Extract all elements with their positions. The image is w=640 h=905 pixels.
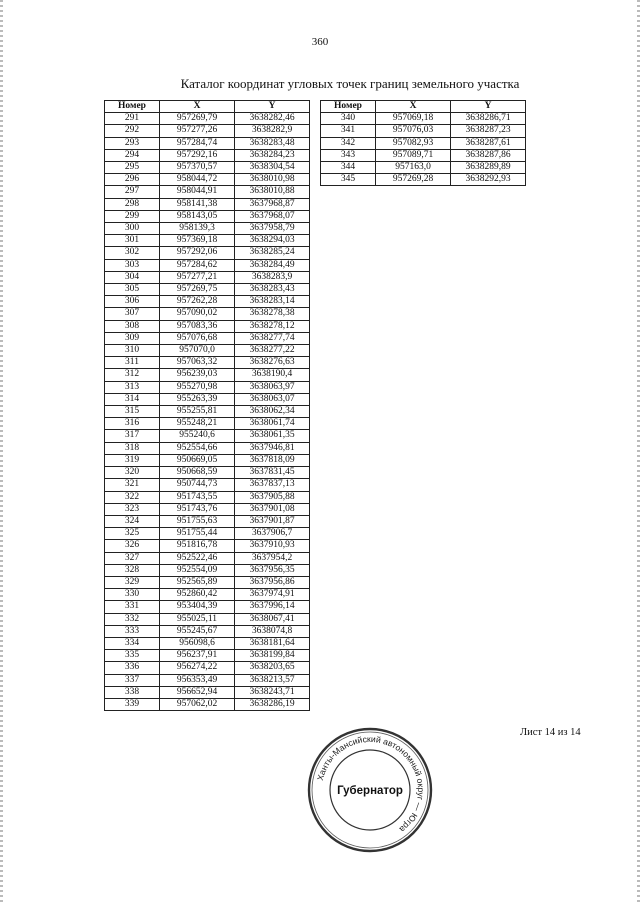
cell-number: 332 bbox=[105, 613, 160, 625]
table-row bbox=[105, 540, 310, 552]
cell-x: 957277,21 bbox=[160, 271, 235, 283]
table-row bbox=[105, 491, 310, 503]
cell-number: 308 bbox=[105, 320, 160, 332]
cell-y: 3638277,74 bbox=[235, 332, 310, 344]
cell-number: 320 bbox=[105, 467, 160, 479]
cell-number: 317 bbox=[105, 430, 160, 442]
table-row bbox=[105, 528, 310, 540]
cell-number: 293 bbox=[105, 137, 160, 149]
cell-y: 3638294,03 bbox=[235, 235, 310, 247]
table-row bbox=[105, 564, 310, 576]
cell-y: 3638285,24 bbox=[235, 247, 310, 259]
table-row bbox=[105, 149, 310, 161]
cell-x: 955263,39 bbox=[160, 393, 235, 405]
cell-y: 3638282,9 bbox=[235, 125, 310, 137]
header-y: Y bbox=[451, 101, 526, 113]
cell-number: 299 bbox=[105, 210, 160, 222]
document-title: Каталог координат угловых точек границ земельного участка bbox=[180, 76, 520, 91]
cell-number: 313 bbox=[105, 381, 160, 393]
cell-x: 952554,09 bbox=[160, 564, 235, 576]
table-row bbox=[105, 308, 310, 320]
cell-x: 957262,28 bbox=[160, 296, 235, 308]
table-row bbox=[105, 320, 310, 332]
cell-y: 3638304,54 bbox=[235, 162, 310, 174]
cell-number: 330 bbox=[105, 589, 160, 601]
table-row bbox=[105, 210, 310, 222]
cell-x: 958044,72 bbox=[160, 174, 235, 186]
cell-x: 955025,11 bbox=[160, 613, 235, 625]
cell-number: 333 bbox=[105, 625, 160, 637]
table-row bbox=[105, 698, 310, 710]
table-row bbox=[105, 503, 310, 515]
table-row bbox=[105, 515, 310, 527]
table-row bbox=[105, 296, 310, 308]
cell-y: 3638213,57 bbox=[235, 674, 310, 686]
table-row bbox=[105, 125, 310, 137]
table-row bbox=[105, 442, 310, 454]
cell-x: 951755,63 bbox=[160, 515, 235, 527]
cell-number: 331 bbox=[105, 601, 160, 613]
cell-y: 3637956,35 bbox=[235, 564, 310, 576]
cell-number: 316 bbox=[105, 418, 160, 430]
cell-x: 957089,71 bbox=[376, 149, 451, 161]
cell-x: 957083,36 bbox=[160, 320, 235, 332]
cell-y: 3638286,19 bbox=[235, 698, 310, 710]
cell-x: 957063,32 bbox=[160, 357, 235, 369]
cell-number: 343 bbox=[321, 149, 376, 161]
table-row bbox=[105, 235, 310, 247]
table-row bbox=[105, 259, 310, 271]
cell-y: 3638190,4 bbox=[235, 369, 310, 381]
table-row bbox=[321, 125, 526, 137]
table-row bbox=[105, 589, 310, 601]
cell-x: 957076,03 bbox=[376, 125, 451, 137]
table-row bbox=[321, 113, 526, 125]
table-row bbox=[105, 357, 310, 369]
cell-x: 952554,66 bbox=[160, 442, 235, 454]
cell-number: 306 bbox=[105, 296, 160, 308]
cell-y: 3638276,63 bbox=[235, 357, 310, 369]
cell-x: 953404,39 bbox=[160, 601, 235, 613]
cell-x: 952860,42 bbox=[160, 589, 235, 601]
cell-y: 3637974,91 bbox=[235, 589, 310, 601]
cell-x: 958044,91 bbox=[160, 186, 235, 198]
cell-x: 957292,16 bbox=[160, 149, 235, 161]
cell-x: 951816,78 bbox=[160, 540, 235, 552]
cell-y: 3638061,74 bbox=[235, 418, 310, 430]
cell-number: 345 bbox=[321, 174, 376, 186]
cell-number: 340 bbox=[321, 113, 376, 125]
cell-y: 3637958,79 bbox=[235, 223, 310, 235]
table-row bbox=[105, 454, 310, 466]
cell-x: 955245,67 bbox=[160, 625, 235, 637]
cell-number: 309 bbox=[105, 332, 160, 344]
cell-x: 957284,62 bbox=[160, 259, 235, 271]
cell-x: 950668,59 bbox=[160, 467, 235, 479]
seal-center-text: Губернатор bbox=[337, 785, 403, 797]
cell-y: 3638278,12 bbox=[235, 320, 310, 332]
cell-number: 344 bbox=[321, 162, 376, 174]
cell-y: 3638283,43 bbox=[235, 284, 310, 296]
cell-number: 304 bbox=[105, 271, 160, 283]
coordinates-table-left bbox=[104, 100, 310, 711]
cell-x: 957070,0 bbox=[160, 345, 235, 357]
table-row bbox=[105, 284, 310, 296]
table-row bbox=[105, 162, 310, 174]
cell-x: 957269,28 bbox=[376, 174, 451, 186]
cell-x: 956239,03 bbox=[160, 369, 235, 381]
table-row bbox=[105, 467, 310, 479]
cell-number: 294 bbox=[105, 149, 160, 161]
cell-y: 3638074,8 bbox=[235, 625, 310, 637]
cell-number: 291 bbox=[105, 113, 160, 125]
cell-x: 957090,02 bbox=[160, 308, 235, 320]
cell-y: 3638010,88 bbox=[235, 186, 310, 198]
cell-y: 3637905,88 bbox=[235, 491, 310, 503]
cell-x: 957082,93 bbox=[376, 137, 451, 149]
cell-number: 339 bbox=[105, 698, 160, 710]
cell-x: 957269,79 bbox=[160, 113, 235, 125]
cell-x: 955255,81 bbox=[160, 406, 235, 418]
cell-x: 956652,94 bbox=[160, 686, 235, 698]
cell-x: 951743,55 bbox=[160, 491, 235, 503]
cell-number: 322 bbox=[105, 491, 160, 503]
cell-y: 3638283,48 bbox=[235, 137, 310, 149]
cell-number: 300 bbox=[105, 223, 160, 235]
cell-number: 298 bbox=[105, 198, 160, 210]
table-row bbox=[105, 247, 310, 259]
cell-number: 323 bbox=[105, 503, 160, 515]
cell-y: 3638286,71 bbox=[451, 113, 526, 125]
cell-x: 952522,46 bbox=[160, 552, 235, 564]
cell-y: 3638063,97 bbox=[235, 381, 310, 393]
cell-y: 3638010,98 bbox=[235, 174, 310, 186]
cell-x: 956098,6 bbox=[160, 637, 235, 649]
table-header-row bbox=[105, 101, 310, 113]
cell-x: 958139,3 bbox=[160, 223, 235, 235]
table-row bbox=[105, 345, 310, 357]
table-row bbox=[105, 198, 310, 210]
table-row bbox=[105, 113, 310, 125]
table-row bbox=[105, 613, 310, 625]
table-row bbox=[105, 686, 310, 698]
cell-y: 3637996,14 bbox=[235, 601, 310, 613]
table-row bbox=[321, 174, 526, 186]
page-number: 360 bbox=[311, 36, 329, 48]
cell-y: 3638292,93 bbox=[451, 174, 526, 186]
cell-number: 319 bbox=[105, 454, 160, 466]
cell-x: 957163,0 bbox=[376, 162, 451, 174]
table-row bbox=[105, 418, 310, 430]
cell-number: 328 bbox=[105, 564, 160, 576]
cell-number: 324 bbox=[105, 515, 160, 527]
cell-y: 3637831,45 bbox=[235, 467, 310, 479]
header-number: Номер bbox=[321, 101, 376, 113]
cell-y: 3638278,38 bbox=[235, 308, 310, 320]
cell-number: 296 bbox=[105, 174, 160, 186]
table-row bbox=[105, 662, 310, 674]
governor-seal bbox=[306, 726, 434, 854]
cell-x: 955270,98 bbox=[160, 381, 235, 393]
cell-y: 3638284,23 bbox=[235, 149, 310, 161]
cell-x: 950669,05 bbox=[160, 454, 235, 466]
cell-y: 3638287,23 bbox=[451, 125, 526, 137]
cell-x: 955248,21 bbox=[160, 418, 235, 430]
cell-y: 3637818,09 bbox=[235, 454, 310, 466]
seal-ring-text: Ханты-Мансийский автономный округ — Югра bbox=[315, 733, 427, 835]
cell-x: 957369,18 bbox=[160, 235, 235, 247]
cell-number: 310 bbox=[105, 345, 160, 357]
table-row bbox=[321, 162, 526, 174]
cell-y: 3638061,35 bbox=[235, 430, 310, 442]
cell-number: 305 bbox=[105, 284, 160, 296]
cell-number: 312 bbox=[105, 369, 160, 381]
cell-y: 3638282,46 bbox=[235, 113, 310, 125]
cell-x: 958141,38 bbox=[160, 198, 235, 210]
table-row bbox=[105, 174, 310, 186]
header-y: Y bbox=[235, 101, 310, 113]
cell-y: 3638062,34 bbox=[235, 406, 310, 418]
table-row bbox=[105, 430, 310, 442]
cell-x: 957069,18 bbox=[376, 113, 451, 125]
cell-y: 3638287,86 bbox=[451, 149, 526, 161]
cell-number: 302 bbox=[105, 247, 160, 259]
cell-y: 3638289,89 bbox=[451, 162, 526, 174]
table-row bbox=[105, 479, 310, 491]
cell-x: 957076,68 bbox=[160, 332, 235, 344]
cell-number: 292 bbox=[105, 125, 160, 137]
table-row bbox=[105, 650, 310, 662]
scan-edge-left bbox=[0, 0, 3, 905]
cell-number: 297 bbox=[105, 186, 160, 198]
cell-y: 3638283,14 bbox=[235, 296, 310, 308]
table-row bbox=[321, 137, 526, 149]
sheet-label: Лист 14 из 14 bbox=[520, 727, 581, 738]
cell-x: 952565,89 bbox=[160, 576, 235, 588]
cell-number: 295 bbox=[105, 162, 160, 174]
cell-x: 957292,06 bbox=[160, 247, 235, 259]
cell-x: 957370,57 bbox=[160, 162, 235, 174]
cell-number: 337 bbox=[105, 674, 160, 686]
table-row bbox=[105, 576, 310, 588]
cell-x: 957269,75 bbox=[160, 284, 235, 296]
cell-y: 3638063,07 bbox=[235, 393, 310, 405]
cell-y: 3637956,86 bbox=[235, 576, 310, 588]
cell-x: 956237,91 bbox=[160, 650, 235, 662]
table-row bbox=[105, 332, 310, 344]
cell-y: 3637837,13 bbox=[235, 479, 310, 491]
cell-y: 3637901,08 bbox=[235, 503, 310, 515]
cell-x: 951743,76 bbox=[160, 503, 235, 515]
table-row bbox=[105, 186, 310, 198]
table-row bbox=[105, 406, 310, 418]
cell-number: 326 bbox=[105, 540, 160, 552]
table-row bbox=[105, 393, 310, 405]
cell-number: 307 bbox=[105, 308, 160, 320]
cell-y: 3638181,64 bbox=[235, 637, 310, 649]
table-row bbox=[321, 149, 526, 161]
coordinates-table-right bbox=[320, 100, 526, 186]
cell-y: 3638283,9 bbox=[235, 271, 310, 283]
cell-number: 341 bbox=[321, 125, 376, 137]
table-row bbox=[105, 137, 310, 149]
cell-number: 342 bbox=[321, 137, 376, 149]
header-x: X bbox=[376, 101, 451, 113]
table-left-body bbox=[105, 113, 310, 711]
cell-y: 3637968,07 bbox=[235, 210, 310, 222]
cell-y: 3638203,65 bbox=[235, 662, 310, 674]
cell-y: 3638284,49 bbox=[235, 259, 310, 271]
cell-number: 325 bbox=[105, 528, 160, 540]
table-row bbox=[105, 223, 310, 235]
cell-number: 334 bbox=[105, 637, 160, 649]
cell-y: 3638199,84 bbox=[235, 650, 310, 662]
table-row bbox=[105, 625, 310, 637]
cell-number: 329 bbox=[105, 576, 160, 588]
cell-x: 957284,74 bbox=[160, 137, 235, 149]
cell-y: 3638287,61 bbox=[451, 137, 526, 149]
header-x: X bbox=[160, 101, 235, 113]
cell-y: 3638277,22 bbox=[235, 345, 310, 357]
cell-x: 955240,6 bbox=[160, 430, 235, 442]
cell-number: 314 bbox=[105, 393, 160, 405]
table-header-row bbox=[321, 101, 526, 113]
cell-x: 956353,49 bbox=[160, 674, 235, 686]
cell-x: 950744,73 bbox=[160, 479, 235, 491]
cell-number: 327 bbox=[105, 552, 160, 564]
table-row bbox=[105, 674, 310, 686]
cell-x: 956274,22 bbox=[160, 662, 235, 674]
cell-number: 336 bbox=[105, 662, 160, 674]
cell-number: 321 bbox=[105, 479, 160, 491]
cell-number: 311 bbox=[105, 357, 160, 369]
header-number: Номер bbox=[105, 101, 160, 113]
cell-x: 957277,26 bbox=[160, 125, 235, 137]
cell-number: 303 bbox=[105, 259, 160, 271]
table-row bbox=[105, 271, 310, 283]
cell-y: 3637954,2 bbox=[235, 552, 310, 564]
cell-y: 3637968,87 bbox=[235, 198, 310, 210]
cell-number: 318 bbox=[105, 442, 160, 454]
cell-y: 3638243,71 bbox=[235, 686, 310, 698]
table-row bbox=[105, 369, 310, 381]
cell-x: 958143,05 bbox=[160, 210, 235, 222]
cell-number: 335 bbox=[105, 650, 160, 662]
cell-number: 338 bbox=[105, 686, 160, 698]
table-row bbox=[105, 552, 310, 564]
cell-x: 957062,02 bbox=[160, 698, 235, 710]
cell-number: 301 bbox=[105, 235, 160, 247]
table-row bbox=[105, 637, 310, 649]
cell-y: 3637910,93 bbox=[235, 540, 310, 552]
table-right-body bbox=[321, 113, 526, 186]
cell-y: 3637901,87 bbox=[235, 515, 310, 527]
cell-y: 3638067,41 bbox=[235, 613, 310, 625]
table-row bbox=[105, 601, 310, 613]
cell-y: 3637946,81 bbox=[235, 442, 310, 454]
cell-x: 951755,44 bbox=[160, 528, 235, 540]
cell-y: 3637906,7 bbox=[235, 528, 310, 540]
cell-number: 315 bbox=[105, 406, 160, 418]
table-row bbox=[105, 381, 310, 393]
